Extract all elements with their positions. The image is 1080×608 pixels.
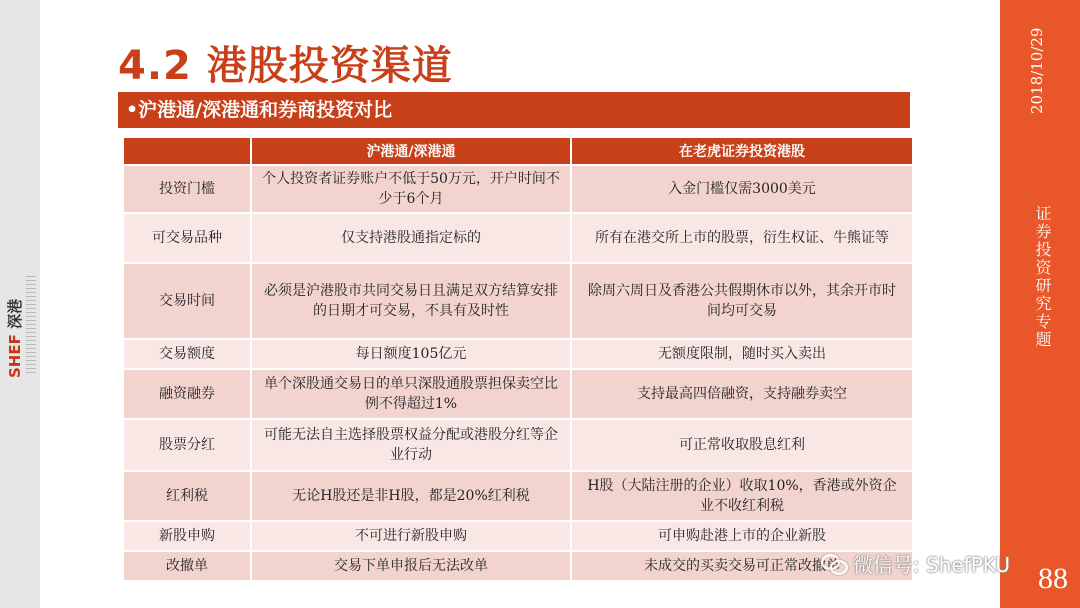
comparison-table bbox=[122, 136, 914, 582]
row-connect: 可能无法自主选择股票权益分配或港股分红等企业行动 bbox=[251, 419, 571, 471]
logo-text: SHEF bbox=[6, 334, 24, 378]
slide-date: 2018/10/29 bbox=[1028, 28, 1046, 115]
row-label: 投资门槛 bbox=[123, 165, 251, 213]
table-row bbox=[123, 471, 913, 521]
row-connect: 交易下单申报后无法改单 bbox=[251, 551, 571, 581]
row-connect: 无论H股还是非H股，都是20%红利税 bbox=[251, 471, 571, 521]
table-row bbox=[123, 165, 913, 213]
row-connect: 必须是沪港股市共同交易日且满足双方结算安排的日期才可交易，不具有及时性 bbox=[251, 263, 571, 339]
watermark-text: 微信号: ShefPKU bbox=[852, 553, 1010, 577]
page-number: 88 bbox=[1038, 562, 1068, 595]
row-connect: 个人投资者证券账户不低于50万元，开户时间不少于6个月 bbox=[251, 165, 571, 213]
logo-wordmark bbox=[4, 299, 25, 378]
row-tiger: 可申购赴港上市的企业新股 bbox=[571, 521, 913, 551]
row-tiger: 未成交的买卖交易可正常改撤单 bbox=[571, 551, 913, 581]
row-tiger: 入金门槛仅需3000美元 bbox=[571, 165, 913, 213]
header-tiger: 在老虎证券投资港股 bbox=[571, 137, 913, 165]
table-row bbox=[123, 339, 913, 369]
wechat-icon bbox=[821, 554, 847, 574]
subtitle-bar: •沪港通/深港通和券商投资对比 bbox=[118, 92, 910, 128]
row-label: 交易额度 bbox=[123, 339, 251, 369]
row-tiger: 除周六周日及香港公共假期休市以外，其余开市时间均可交易 bbox=[571, 263, 913, 339]
row-connect: 不可进行新股申购 bbox=[251, 521, 571, 551]
row-tiger: H股（大陆注册的企业）收取10%，香港或外资企业不收红利税 bbox=[571, 471, 913, 521]
header-label bbox=[123, 137, 251, 165]
slide-title: 4.2 港股投资渠道 bbox=[118, 43, 453, 89]
wechat-watermark bbox=[821, 549, 1010, 578]
row-tiger: 支持最高四倍融资，支持融券卖空 bbox=[571, 369, 913, 419]
row-label: 新股申购 bbox=[123, 521, 251, 551]
table-row bbox=[123, 369, 913, 419]
row-tiger: 无额度限制，随时买入卖出 bbox=[571, 339, 913, 369]
row-tiger: 可正常收取股息红利 bbox=[571, 419, 913, 471]
row-label: 改撤单 bbox=[123, 551, 251, 581]
table-row bbox=[123, 419, 913, 471]
row-tiger: 所有在港交所上市的股票，衍生权证、牛熊证等 bbox=[571, 213, 913, 263]
header-connect: 沪港通/深港通 bbox=[251, 137, 571, 165]
logo-fineprint bbox=[26, 276, 36, 376]
row-label: 交易时间 bbox=[123, 263, 251, 339]
table-row bbox=[123, 213, 913, 263]
row-connect: 单个深股通交易日的单只深股通股票担保卖空比例不得超过1% bbox=[251, 369, 571, 419]
slide-topic: 证券投资研究专题 bbox=[1033, 205, 1052, 349]
row-connect: 每日额度105亿元 bbox=[251, 339, 571, 369]
logo-cn: 深港 bbox=[6, 298, 24, 329]
table-row bbox=[123, 551, 913, 581]
row-label: 可交易品种 bbox=[123, 213, 251, 263]
table-row bbox=[123, 521, 913, 551]
row-label: 融资融券 bbox=[123, 369, 251, 419]
row-connect: 仅支持港股通指定标的 bbox=[251, 213, 571, 263]
table-row bbox=[123, 263, 913, 339]
row-label: 红利税 bbox=[123, 471, 251, 521]
row-label: 股票分红 bbox=[123, 419, 251, 471]
shef-logo bbox=[0, 268, 40, 378]
table-header-row bbox=[123, 137, 913, 165]
